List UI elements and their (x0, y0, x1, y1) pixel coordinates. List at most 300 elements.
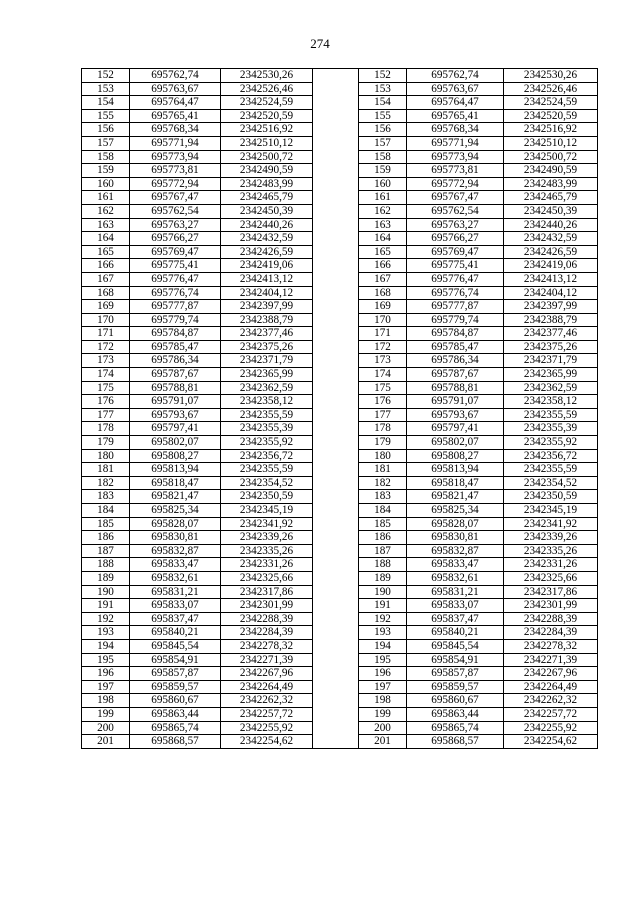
left-x-coordinate-cell: 695860,67 (130, 694, 221, 708)
right-x-coordinate-cell: 695793,67 (407, 408, 504, 422)
right-y-coordinate-cell: 2342288,39 (504, 612, 598, 626)
table-row (82, 340, 598, 354)
coordinates-table (81, 68, 598, 749)
left-x-coordinate-cell: 695808,27 (130, 449, 221, 463)
left-point-number-cell: 155 (82, 109, 130, 123)
left-x-coordinate-cell: 695776,47 (130, 272, 221, 286)
left-x-coordinate-cell: 695832,87 (130, 544, 221, 558)
right-y-coordinate-cell: 2342355,39 (504, 422, 598, 436)
left-y-coordinate-cell: 2342510,12 (221, 136, 313, 150)
right-y-coordinate-cell: 2342339,26 (504, 531, 598, 545)
left-y-coordinate-cell: 2342530,26 (221, 69, 313, 83)
right-point-number-cell: 185 (359, 517, 407, 531)
right-point-number-cell: 182 (359, 476, 407, 490)
right-point-number-cell: 172 (359, 340, 407, 354)
left-x-coordinate-cell: 695765,41 (130, 109, 221, 123)
left-y-coordinate-cell: 2342362,59 (221, 381, 313, 395)
right-point-number-cell: 157 (359, 136, 407, 150)
table-row (82, 381, 598, 395)
table-row (82, 680, 598, 694)
right-point-number-cell: 201 (359, 735, 407, 749)
right-point-number-cell: 179 (359, 436, 407, 450)
right-point-number-cell: 162 (359, 204, 407, 218)
right-x-coordinate-cell: 695857,87 (407, 667, 504, 681)
left-y-coordinate-cell: 2342355,92 (221, 436, 313, 450)
left-point-number-cell: 159 (82, 164, 130, 178)
left-point-number-cell: 189 (82, 571, 130, 585)
column-gap (313, 707, 359, 721)
left-point-number-cell: 165 (82, 245, 130, 259)
right-x-coordinate-cell: 695865,74 (407, 721, 504, 735)
left-y-coordinate-cell: 2342377,46 (221, 327, 313, 341)
right-point-number-cell: 181 (359, 463, 407, 477)
table-row (82, 232, 598, 246)
table-row (82, 558, 598, 572)
right-x-coordinate-cell: 695791,07 (407, 395, 504, 409)
table-row (82, 449, 598, 463)
left-point-number-cell: 192 (82, 612, 130, 626)
left-point-number-cell: 177 (82, 408, 130, 422)
left-point-number-cell: 172 (82, 340, 130, 354)
left-x-coordinate-cell: 695857,87 (130, 667, 221, 681)
right-x-coordinate-cell: 695776,74 (407, 286, 504, 300)
column-gap (313, 449, 359, 463)
column-gap (313, 694, 359, 708)
column-gap (313, 558, 359, 572)
right-point-number-cell: 180 (359, 449, 407, 463)
left-y-coordinate-cell: 2342524,59 (221, 96, 313, 110)
column-gap (313, 626, 359, 640)
left-y-coordinate-cell: 2342288,39 (221, 612, 313, 626)
table-row (82, 408, 598, 422)
left-y-coordinate-cell: 2342317,86 (221, 585, 313, 599)
left-x-coordinate-cell: 695777,87 (130, 300, 221, 314)
left-point-number-cell: 154 (82, 96, 130, 110)
right-y-coordinate-cell: 2342257,72 (504, 707, 598, 721)
column-gap (313, 721, 359, 735)
table-row (82, 123, 598, 137)
left-x-coordinate-cell: 695772,94 (130, 177, 221, 191)
table-row (82, 571, 598, 585)
right-y-coordinate-cell: 2342426,59 (504, 245, 598, 259)
right-x-coordinate-cell: 695821,47 (407, 490, 504, 504)
right-y-coordinate-cell: 2342341,92 (504, 517, 598, 531)
right-y-coordinate-cell: 2342377,46 (504, 327, 598, 341)
right-point-number-cell: 175 (359, 381, 407, 395)
left-point-number-cell: 183 (82, 490, 130, 504)
table-row (82, 177, 598, 191)
left-y-coordinate-cell: 2342335,26 (221, 544, 313, 558)
table-row (82, 639, 598, 653)
left-x-coordinate-cell: 695767,47 (130, 191, 221, 205)
left-y-coordinate-cell: 2342354,52 (221, 476, 313, 490)
left-point-number-cell: 200 (82, 721, 130, 735)
table-row (82, 354, 598, 368)
right-point-number-cell: 199 (359, 707, 407, 721)
right-y-coordinate-cell: 2342388,79 (504, 313, 598, 327)
left-x-coordinate-cell: 695828,07 (130, 517, 221, 531)
column-gap (313, 327, 359, 341)
left-x-coordinate-cell: 695854,91 (130, 653, 221, 667)
column-gap (313, 504, 359, 518)
table-row (82, 218, 598, 232)
left-point-number-cell: 158 (82, 150, 130, 164)
table-row (82, 82, 598, 96)
column-gap (313, 463, 359, 477)
right-y-coordinate-cell: 2342271,39 (504, 653, 598, 667)
left-point-number-cell: 157 (82, 136, 130, 150)
right-y-coordinate-cell: 2342490,59 (504, 164, 598, 178)
right-point-number-cell: 195 (359, 653, 407, 667)
left-point-number-cell: 188 (82, 558, 130, 572)
table-row (82, 245, 598, 259)
right-point-number-cell: 167 (359, 272, 407, 286)
right-y-coordinate-cell: 2342278,32 (504, 639, 598, 653)
left-point-number-cell: 162 (82, 204, 130, 218)
right-x-coordinate-cell: 695765,41 (407, 109, 504, 123)
right-y-coordinate-cell: 2342264,49 (504, 680, 598, 694)
left-y-coordinate-cell: 2342350,59 (221, 490, 313, 504)
left-y-coordinate-cell: 2342483,99 (221, 177, 313, 191)
right-y-coordinate-cell: 2342331,26 (504, 558, 598, 572)
left-point-number-cell: 187 (82, 544, 130, 558)
left-x-coordinate-cell: 695773,81 (130, 164, 221, 178)
right-y-coordinate-cell: 2342440,26 (504, 218, 598, 232)
right-y-coordinate-cell: 2342450,39 (504, 204, 598, 218)
right-y-coordinate-cell: 2342397,99 (504, 300, 598, 314)
table-row (82, 136, 598, 150)
left-point-number-cell: 164 (82, 232, 130, 246)
left-y-coordinate-cell: 2342271,39 (221, 653, 313, 667)
right-x-coordinate-cell: 695766,27 (407, 232, 504, 246)
left-y-coordinate-cell: 2342356,72 (221, 449, 313, 463)
right-y-coordinate-cell: 2342355,59 (504, 463, 598, 477)
right-point-number-cell: 170 (359, 313, 407, 327)
table-row (82, 368, 598, 382)
left-x-coordinate-cell: 695769,47 (130, 245, 221, 259)
right-x-coordinate-cell: 695763,67 (407, 82, 504, 96)
right-point-number-cell: 174 (359, 368, 407, 382)
table-row (82, 286, 598, 300)
column-gap (313, 476, 359, 490)
left-point-number-cell: 173 (82, 354, 130, 368)
left-point-number-cell: 170 (82, 313, 130, 327)
right-point-number-cell: 165 (359, 245, 407, 259)
table-row (82, 585, 598, 599)
right-point-number-cell: 177 (359, 408, 407, 422)
left-x-coordinate-cell: 695763,27 (130, 218, 221, 232)
column-gap (313, 232, 359, 246)
left-point-number-cell: 166 (82, 259, 130, 273)
column-gap (313, 96, 359, 110)
right-y-coordinate-cell: 2342254,62 (504, 735, 598, 749)
table-row (82, 504, 598, 518)
right-x-coordinate-cell: 695830,81 (407, 531, 504, 545)
left-y-coordinate-cell: 2342526,46 (221, 82, 313, 96)
right-x-coordinate-cell: 695773,81 (407, 164, 504, 178)
right-y-coordinate-cell: 2342432,59 (504, 232, 598, 246)
right-y-coordinate-cell: 2342255,92 (504, 721, 598, 735)
left-x-coordinate-cell: 695784,87 (130, 327, 221, 341)
right-x-coordinate-cell: 695785,47 (407, 340, 504, 354)
left-x-coordinate-cell: 695825,34 (130, 504, 221, 518)
table-row (82, 191, 598, 205)
column-gap (313, 735, 359, 749)
left-y-coordinate-cell: 2342301,99 (221, 599, 313, 613)
right-x-coordinate-cell: 695808,27 (407, 449, 504, 463)
left-y-coordinate-cell: 2342413,12 (221, 272, 313, 286)
right-x-coordinate-cell: 695762,54 (407, 204, 504, 218)
left-y-coordinate-cell: 2342432,59 (221, 232, 313, 246)
right-point-number-cell: 159 (359, 164, 407, 178)
left-point-number-cell: 169 (82, 300, 130, 314)
left-y-coordinate-cell: 2342257,72 (221, 707, 313, 721)
left-point-number-cell: 198 (82, 694, 130, 708)
left-y-coordinate-cell: 2342262,32 (221, 694, 313, 708)
left-point-number-cell: 199 (82, 707, 130, 721)
right-point-number-cell: 196 (359, 667, 407, 681)
right-y-coordinate-cell: 2342500,72 (504, 150, 598, 164)
table-row (82, 150, 598, 164)
left-y-coordinate-cell: 2342450,39 (221, 204, 313, 218)
right-x-coordinate-cell: 695777,87 (407, 300, 504, 314)
right-x-coordinate-cell: 695769,47 (407, 245, 504, 259)
left-y-coordinate-cell: 2342355,59 (221, 463, 313, 477)
column-gap (313, 653, 359, 667)
table-row (82, 164, 598, 178)
left-x-coordinate-cell: 695840,21 (130, 626, 221, 640)
left-point-number-cell: 175 (82, 381, 130, 395)
right-point-number-cell: 158 (359, 150, 407, 164)
right-point-number-cell: 169 (359, 300, 407, 314)
left-point-number-cell: 193 (82, 626, 130, 640)
table-row (82, 422, 598, 436)
left-y-coordinate-cell: 2342284,39 (221, 626, 313, 640)
right-x-coordinate-cell: 695786,34 (407, 354, 504, 368)
right-y-coordinate-cell: 2342345,19 (504, 504, 598, 518)
left-point-number-cell: 186 (82, 531, 130, 545)
left-x-coordinate-cell: 695802,07 (130, 436, 221, 450)
table-row (82, 612, 598, 626)
column-gap (313, 313, 359, 327)
left-y-coordinate-cell: 2342490,59 (221, 164, 313, 178)
column-gap (313, 204, 359, 218)
right-point-number-cell: 192 (359, 612, 407, 626)
right-y-coordinate-cell: 2342413,12 (504, 272, 598, 286)
column-gap (313, 544, 359, 558)
table-row (82, 300, 598, 314)
right-point-number-cell: 191 (359, 599, 407, 613)
column-gap (313, 150, 359, 164)
right-point-number-cell: 173 (359, 354, 407, 368)
right-x-coordinate-cell: 695764,47 (407, 96, 504, 110)
right-x-coordinate-cell: 695802,07 (407, 436, 504, 450)
right-x-coordinate-cell: 695828,07 (407, 517, 504, 531)
right-x-coordinate-cell: 695854,91 (407, 653, 504, 667)
right-x-coordinate-cell: 695776,47 (407, 272, 504, 286)
column-gap (313, 436, 359, 450)
table-row (82, 96, 598, 110)
left-y-coordinate-cell: 2342371,79 (221, 354, 313, 368)
left-x-coordinate-cell: 695832,61 (130, 571, 221, 585)
table-row (82, 69, 598, 83)
left-x-coordinate-cell: 695762,54 (130, 204, 221, 218)
right-x-coordinate-cell: 695762,74 (407, 69, 504, 83)
column-gap (313, 123, 359, 137)
column-gap (313, 340, 359, 354)
left-point-number-cell: 179 (82, 436, 130, 450)
left-x-coordinate-cell: 695868,57 (130, 735, 221, 749)
left-y-coordinate-cell: 2342465,79 (221, 191, 313, 205)
left-x-coordinate-cell: 695775,41 (130, 259, 221, 273)
column-gap (313, 599, 359, 613)
right-point-number-cell: 178 (359, 422, 407, 436)
right-x-coordinate-cell: 695773,94 (407, 150, 504, 164)
left-y-coordinate-cell: 2342426,59 (221, 245, 313, 259)
left-point-number-cell: 182 (82, 476, 130, 490)
column-gap (313, 136, 359, 150)
left-y-coordinate-cell: 2342264,49 (221, 680, 313, 694)
left-x-coordinate-cell: 695833,07 (130, 599, 221, 613)
left-x-coordinate-cell: 695785,47 (130, 340, 221, 354)
left-y-coordinate-cell: 2342397,99 (221, 300, 313, 314)
left-y-coordinate-cell: 2342267,96 (221, 667, 313, 681)
column-gap (313, 408, 359, 422)
left-y-coordinate-cell: 2342404,12 (221, 286, 313, 300)
right-point-number-cell: 187 (359, 544, 407, 558)
left-point-number-cell: 156 (82, 123, 130, 137)
right-point-number-cell: 171 (359, 327, 407, 341)
table-row (82, 463, 598, 477)
right-y-coordinate-cell: 2342530,26 (504, 69, 598, 83)
column-gap (313, 191, 359, 205)
left-point-number-cell: 163 (82, 218, 130, 232)
right-y-coordinate-cell: 2342465,79 (504, 191, 598, 205)
column-gap (313, 368, 359, 382)
table-row (82, 476, 598, 490)
table-row (82, 436, 598, 450)
left-y-coordinate-cell: 2342365,99 (221, 368, 313, 382)
column-gap (313, 69, 359, 83)
left-point-number-cell: 171 (82, 327, 130, 341)
left-x-coordinate-cell: 695831,21 (130, 585, 221, 599)
left-y-coordinate-cell: 2342345,19 (221, 504, 313, 518)
column-gap (313, 667, 359, 681)
left-point-number-cell: 167 (82, 272, 130, 286)
right-point-number-cell: 188 (359, 558, 407, 572)
left-point-number-cell: 160 (82, 177, 130, 191)
table-row (82, 599, 598, 613)
right-x-coordinate-cell: 695797,41 (407, 422, 504, 436)
column-gap (313, 82, 359, 96)
left-x-coordinate-cell: 695762,74 (130, 69, 221, 83)
column-gap (313, 164, 359, 178)
right-x-coordinate-cell: 695845,54 (407, 639, 504, 653)
left-point-number-cell: 195 (82, 653, 130, 667)
right-point-number-cell: 190 (359, 585, 407, 599)
right-y-coordinate-cell: 2342375,26 (504, 340, 598, 354)
right-y-coordinate-cell: 2342358,12 (504, 395, 598, 409)
left-x-coordinate-cell: 695793,67 (130, 408, 221, 422)
right-y-coordinate-cell: 2342354,52 (504, 476, 598, 490)
right-point-number-cell: 176 (359, 395, 407, 409)
right-point-number-cell: 193 (359, 626, 407, 640)
table-row (82, 721, 598, 735)
left-x-coordinate-cell: 695764,47 (130, 96, 221, 110)
right-x-coordinate-cell: 695772,94 (407, 177, 504, 191)
column-gap (313, 517, 359, 531)
left-y-coordinate-cell: 2342375,26 (221, 340, 313, 354)
right-y-coordinate-cell: 2342284,39 (504, 626, 598, 640)
column-gap (313, 286, 359, 300)
table-row (82, 735, 598, 749)
column-gap (313, 571, 359, 585)
right-y-coordinate-cell: 2342365,99 (504, 368, 598, 382)
left-x-coordinate-cell: 695787,67 (130, 368, 221, 382)
left-y-coordinate-cell: 2342388,79 (221, 313, 313, 327)
left-point-number-cell: 194 (82, 639, 130, 653)
left-x-coordinate-cell: 695773,94 (130, 150, 221, 164)
right-x-coordinate-cell: 695788,81 (407, 381, 504, 395)
column-gap (313, 585, 359, 599)
left-x-coordinate-cell: 695833,47 (130, 558, 221, 572)
left-x-coordinate-cell: 695766,27 (130, 232, 221, 246)
right-x-coordinate-cell: 695859,57 (407, 680, 504, 694)
left-y-coordinate-cell: 2342355,59 (221, 408, 313, 422)
table-row (82, 490, 598, 504)
column-gap (313, 422, 359, 436)
right-point-number-cell: 184 (359, 504, 407, 518)
right-point-number-cell: 154 (359, 96, 407, 110)
right-x-coordinate-cell: 695775,41 (407, 259, 504, 273)
right-point-number-cell: 168 (359, 286, 407, 300)
right-x-coordinate-cell: 695840,21 (407, 626, 504, 640)
right-point-number-cell: 156 (359, 123, 407, 137)
left-point-number-cell: 180 (82, 449, 130, 463)
left-point-number-cell: 174 (82, 368, 130, 382)
left-x-coordinate-cell: 695818,47 (130, 476, 221, 490)
column-gap (313, 531, 359, 545)
right-x-coordinate-cell: 695860,67 (407, 694, 504, 708)
left-x-coordinate-cell: 695845,54 (130, 639, 221, 653)
table-row (82, 531, 598, 545)
right-x-coordinate-cell: 695771,94 (407, 136, 504, 150)
left-point-number-cell: 197 (82, 680, 130, 694)
column-gap (313, 300, 359, 314)
left-x-coordinate-cell: 695830,81 (130, 531, 221, 545)
right-point-number-cell: 200 (359, 721, 407, 735)
right-y-coordinate-cell: 2342350,59 (504, 490, 598, 504)
left-point-number-cell: 181 (82, 463, 130, 477)
right-point-number-cell: 189 (359, 571, 407, 585)
left-x-coordinate-cell: 695797,41 (130, 422, 221, 436)
right-x-coordinate-cell: 695779,74 (407, 313, 504, 327)
left-x-coordinate-cell: 695813,94 (130, 463, 221, 477)
left-point-number-cell: 201 (82, 735, 130, 749)
left-point-number-cell: 176 (82, 395, 130, 409)
right-point-number-cell: 155 (359, 109, 407, 123)
left-x-coordinate-cell: 695863,44 (130, 707, 221, 721)
right-point-number-cell: 160 (359, 177, 407, 191)
right-y-coordinate-cell: 2342267,96 (504, 667, 598, 681)
right-point-number-cell: 163 (359, 218, 407, 232)
table-row (82, 327, 598, 341)
left-x-coordinate-cell: 695859,57 (130, 680, 221, 694)
left-x-coordinate-cell: 695788,81 (130, 381, 221, 395)
left-point-number-cell: 161 (82, 191, 130, 205)
right-x-coordinate-cell: 695767,47 (407, 191, 504, 205)
right-x-coordinate-cell: 695831,21 (407, 585, 504, 599)
